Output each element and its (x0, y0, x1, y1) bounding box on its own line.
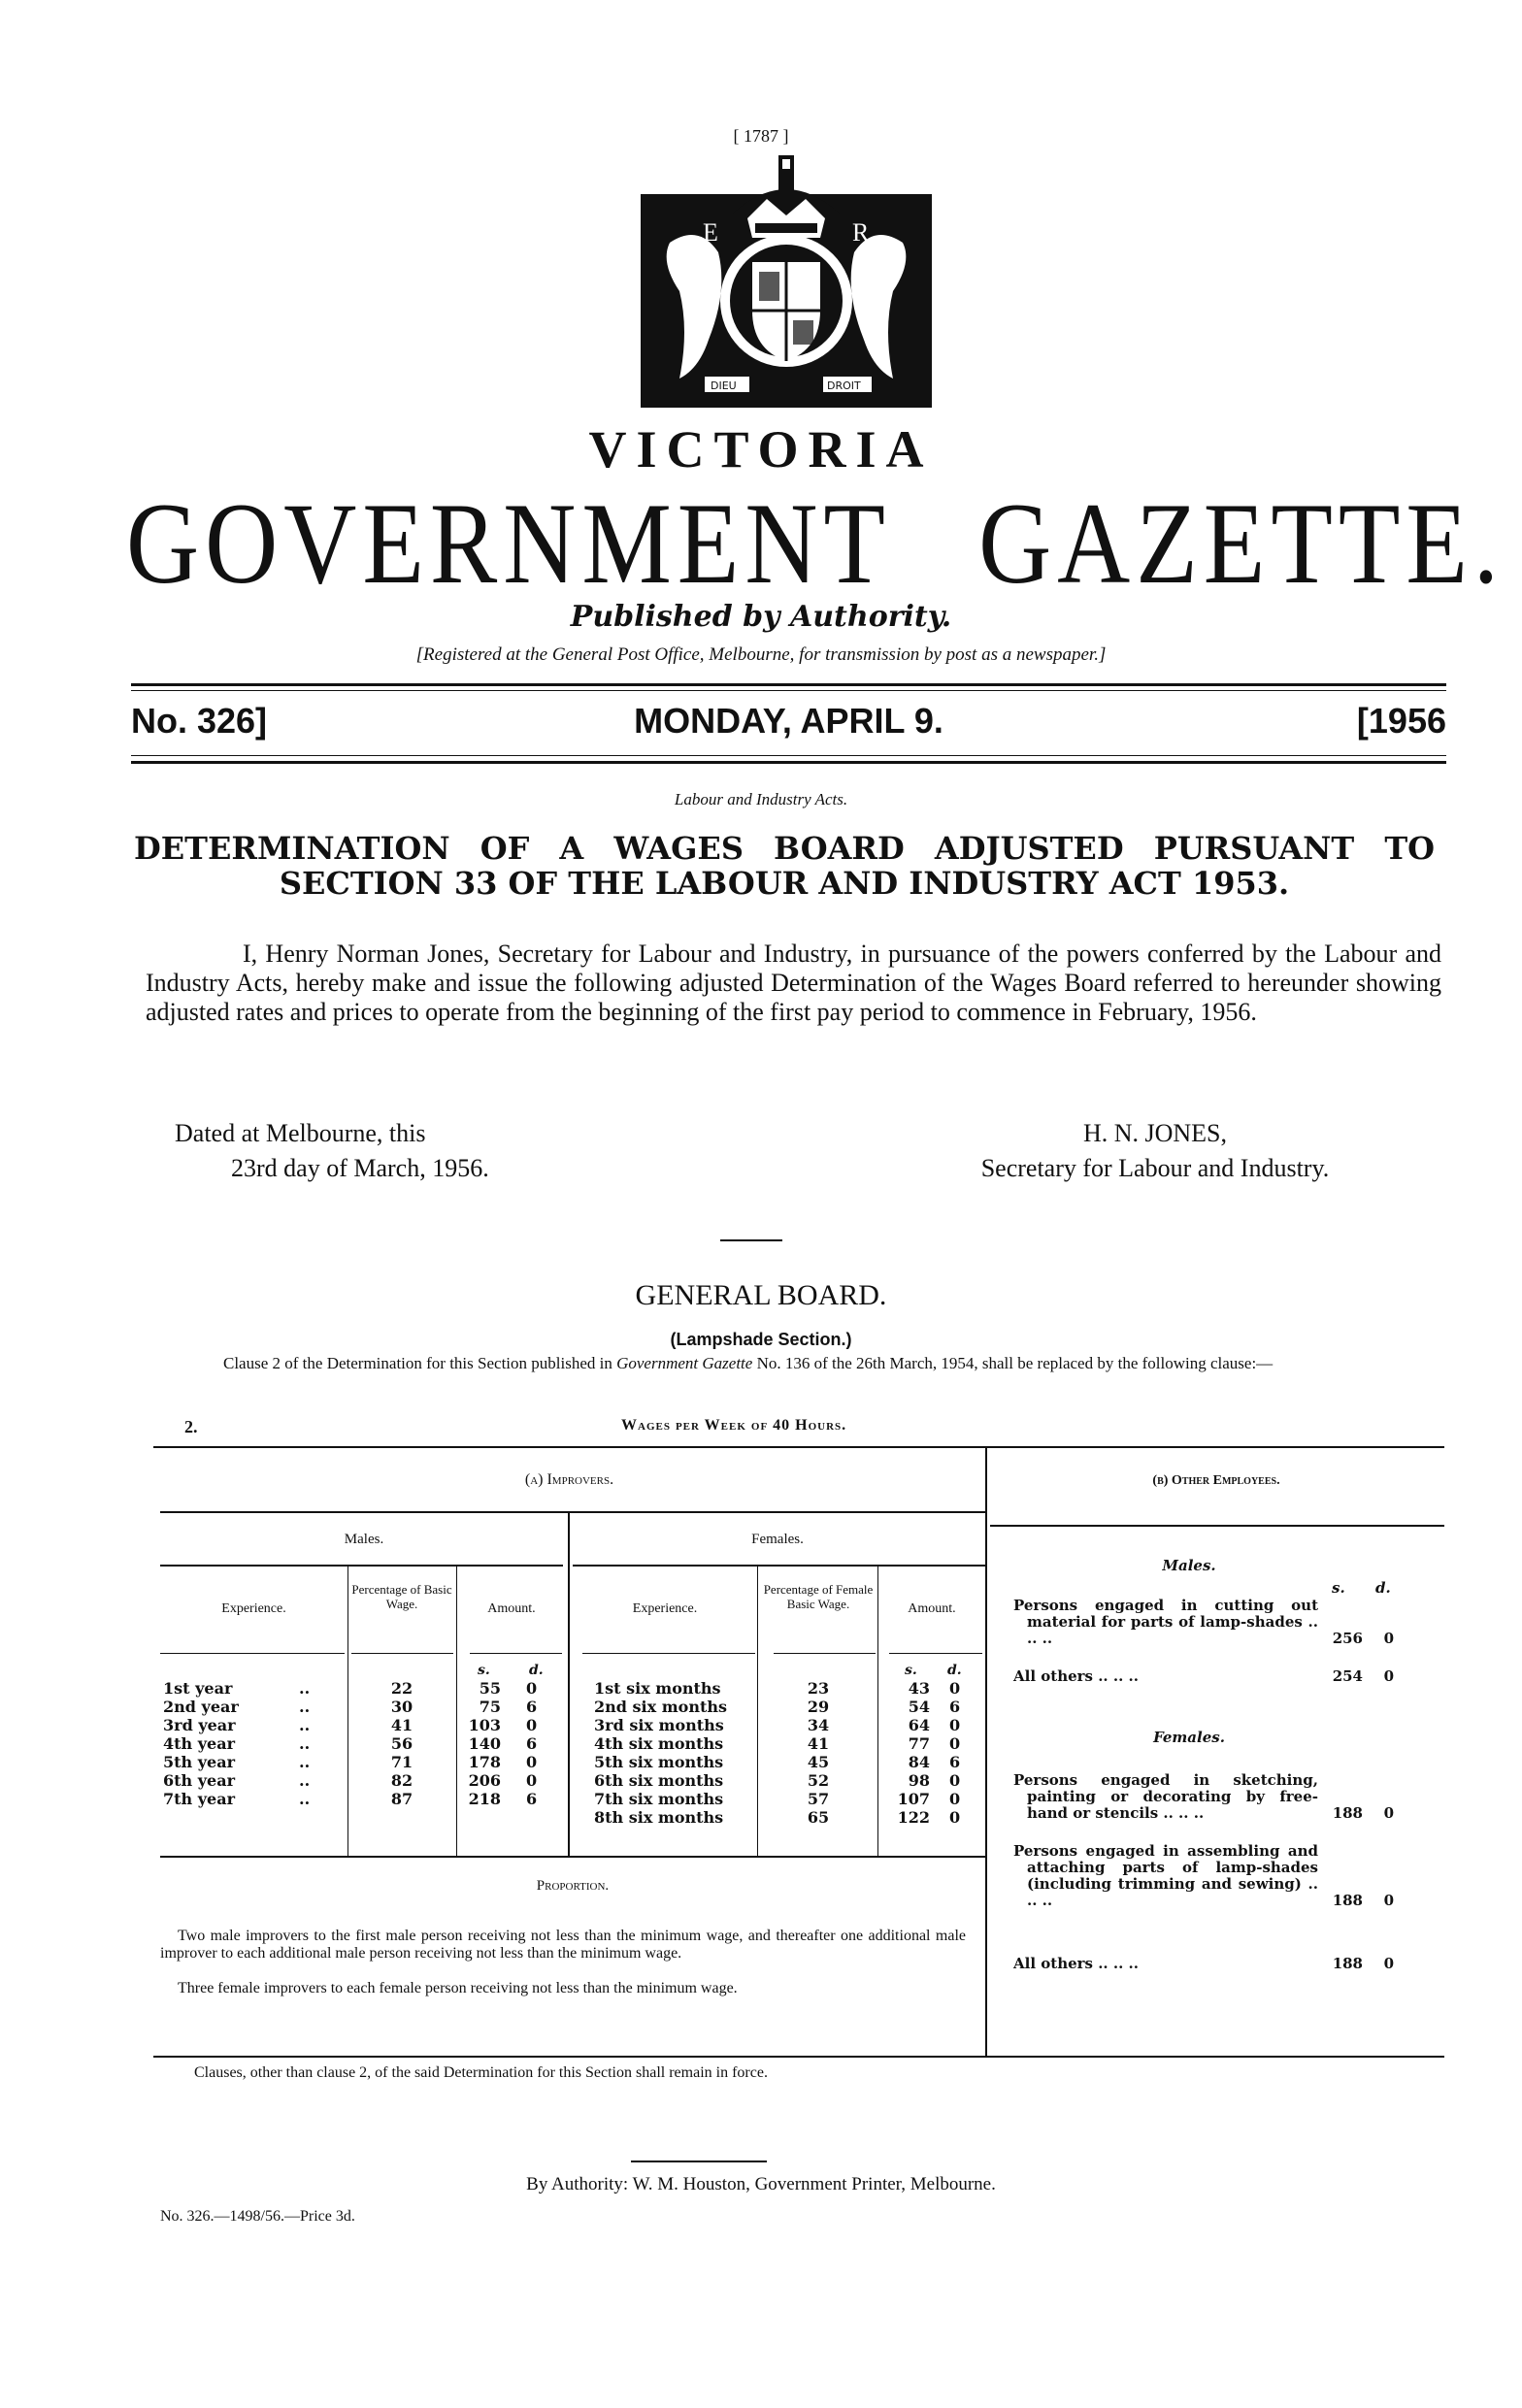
female-col-experience: Experience. (632, 1601, 698, 1616)
percentage: 41 (390, 1716, 414, 1734)
amount-pence: 0 (949, 1808, 961, 1827)
clause-number: 2. (184, 1417, 198, 1436)
other-females-heading: Females. (1153, 1729, 1225, 1746)
experience: 6th six months (594, 1771, 724, 1790)
description: Persons engaged in cutting out material for parts of lamp-shades .. .. .. (1013, 1597, 1318, 1647)
other-employees-heading: (b) Other Employees. (1152, 1473, 1280, 1488)
signatory-name: H. N. JONES, (1082, 1119, 1228, 1147)
amount-shillings: 256 (1332, 1630, 1363, 1647)
amount-pence: 0 (1383, 1804, 1394, 1822)
other-employee-item (1013, 1598, 1440, 1647)
experience: 6th year (163, 1771, 235, 1790)
amount-shillings: 77 (908, 1734, 930, 1753)
percentage: 22 (390, 1679, 414, 1698)
amount-shillings: 178 (468, 1753, 501, 1771)
experience: 4th six months (594, 1734, 724, 1753)
percentage: 56 (390, 1734, 414, 1753)
percentage: 57 (807, 1790, 830, 1808)
table-divider-a-b (985, 1446, 987, 2058)
proportion-top-rule (160, 1856, 985, 1858)
description: All others .. .. .. (1013, 1955, 1139, 1972)
amount-shillings: 43 (908, 1679, 930, 1698)
male-unit-shillings: s. (478, 1663, 490, 1678)
amount-pence: 0 (526, 1716, 538, 1734)
experience: 5th six months (594, 1753, 724, 1771)
male-col-amount: Amount. (487, 1601, 536, 1616)
female-header-rule-3 (889, 1653, 982, 1654)
table-top-rule (153, 1446, 1444, 1448)
issue-number: No. 326] (131, 701, 268, 741)
female-improver-row (573, 1771, 984, 1790)
description: All others .. .. .. (1013, 1667, 1139, 1685)
state-title: VICTORIA (588, 420, 934, 478)
royal-coat-of-arms-icon (641, 155, 932, 408)
amount-pence: 0 (949, 1716, 961, 1734)
crest-letter-r: R (852, 218, 870, 247)
experience: 4th year (163, 1734, 235, 1753)
proportion-female: Three female improvers to each female person receiving not less than the minimum wage. (178, 1980, 738, 1996)
female-improver-row (573, 1679, 984, 1698)
crest-motto-left: DIEU (711, 379, 737, 392)
other-employee-item (1013, 1668, 1440, 1685)
signature-block (893, 1116, 1417, 1186)
females-subheading-rule (573, 1565, 985, 1567)
amount-shillings: 54 (908, 1698, 930, 1716)
leader-dots: .. (299, 1679, 311, 1698)
experience: 3rd six months (594, 1716, 724, 1734)
headline-line-1: DETERMINATION OF A WAGES BOARD ADJUSTED PURSUANT TO (134, 830, 1435, 867)
female-improver-row (573, 1698, 984, 1716)
female-improver-row (573, 1716, 984, 1734)
issue-date: MONDAY, APRIL 9. (634, 701, 943, 741)
masthead-rule-bottom (131, 761, 1446, 764)
amount-pence: 0 (1383, 1667, 1394, 1685)
amount-pence: 6 (949, 1698, 961, 1716)
amount-shillings: 103 (468, 1716, 501, 1734)
experience: 8th six months (594, 1808, 724, 1827)
masthead-rule-top (131, 683, 1446, 686)
leader-dots: .. (299, 1790, 311, 1808)
males-females-divider (568, 1511, 570, 1856)
headline-line-2: SECTION 33 OF THE LABOUR AND INDUSTRY ACT 1953. (279, 865, 1290, 902)
proportion-heading: Proportion. (536, 1878, 610, 1894)
board-title: GENERAL BOARD. (635, 1279, 887, 1311)
crest-motto-right: DROIT (827, 379, 861, 392)
amount-shillings: 188 (1332, 1804, 1363, 1822)
male-header-rule-1 (160, 1653, 345, 1654)
other-unit-shillings: s. (1332, 1579, 1345, 1597)
table-bottom-rule (153, 2056, 1444, 2058)
male-improver-row (163, 1698, 563, 1716)
page-number: [ 1787 ] (733, 126, 789, 146)
proportion-male: Two male improvers to the first male person receiving not less than the minimum wage, and thereafter one additional male improver to each additional male person receiving not less than the minimum wage. (160, 1928, 966, 1962)
amount-pence: 0 (949, 1790, 961, 1808)
male-improver-row (163, 1790, 563, 1808)
male-header-rule-2 (351, 1653, 453, 1654)
description: Persons engaged in assembling and attaching parts of lamp-shades (including trimming and sewing) .. .. .. (1013, 1842, 1318, 1909)
section-divider (720, 1239, 782, 1241)
amount-shillings: 64 (908, 1716, 930, 1734)
determination-headline (134, 831, 1435, 901)
amount-pence: 0 (949, 1771, 961, 1790)
experience: 5th year (163, 1753, 235, 1771)
male-improver-row (163, 1679, 563, 1698)
experience: 7th year (163, 1790, 235, 1808)
improvers-heading: (a) Improvers. (524, 1471, 614, 1488)
amount-shillings: 75 (479, 1698, 501, 1716)
amount-shillings: 122 (897, 1808, 930, 1827)
male-unit-pence: d. (529, 1663, 544, 1678)
female-improver-row (573, 1734, 984, 1753)
issue-row (131, 701, 1446, 759)
male-improver-row (163, 1753, 563, 1771)
females-heading: Females. (751, 1532, 804, 1547)
published-by-authority: Published by Authority. (570, 600, 952, 634)
other-males-heading: Males. (1162, 1557, 1216, 1574)
amount-shillings: 107 (897, 1790, 930, 1808)
masthead-rule-top-thin (131, 690, 1446, 691)
amount-pence: 6 (526, 1734, 538, 1753)
percentage: 34 (807, 1716, 830, 1734)
percentage: 45 (807, 1753, 830, 1771)
other-employee-item (1013, 1843, 1440, 1909)
leader-dots: .. (299, 1771, 311, 1790)
wages-heading: Wages per Week of 40 Hours. (621, 1417, 847, 1434)
other-employee-item (1013, 1772, 1440, 1822)
print-number: No. 326.—1498/56.—Price 3d. (160, 2208, 355, 2225)
amount-shillings: 218 (468, 1790, 501, 1808)
female-improver-row (573, 1808, 984, 1827)
description: Persons engaged in sketching, painting or decorating by free-hand or stencils .. .. .. (1013, 1771, 1318, 1822)
males-heading: Males. (344, 1532, 384, 1547)
dated-line-1: Dated at Melbourne, this (175, 1119, 426, 1147)
clause-intro (160, 1354, 1441, 1373)
male-improver-row (163, 1716, 563, 1734)
males-subheading-rule (160, 1565, 563, 1567)
female-improver-row (573, 1790, 984, 1808)
amount-shillings: 55 (479, 1679, 501, 1698)
female-header-rule-2 (774, 1653, 876, 1654)
female-unit-pence: d. (947, 1663, 962, 1678)
amount-pence: 6 (526, 1698, 538, 1716)
footer-divider (631, 2161, 767, 2162)
percentage: 82 (390, 1771, 414, 1790)
amount-shillings: 188 (1332, 1955, 1363, 1972)
female-col-amount: Amount. (908, 1601, 956, 1616)
amount-shillings: 98 (908, 1771, 930, 1790)
female-unit-shillings: s. (905, 1663, 917, 1678)
amount-pence: 0 (949, 1679, 961, 1698)
percentage: 30 (390, 1698, 414, 1716)
notice-body: I, Henry Norman Jones, Secretary for Labour and Industry, in pursuance of the powers conferred by the Labour and Industry Acts, hereby make and issue the following adjusted Determination of the Wages Board referred to hereunder showing adjusted rates and prices to operate from the beginning of the first pay period to commence in February, 1956. (146, 940, 1441, 1026)
leader-dots: .. (299, 1698, 311, 1716)
experience: 3rd year (163, 1716, 236, 1734)
experience: 7th six months (594, 1790, 724, 1808)
clause-intro-text-a: Clause 2 of the Determination for this Section published in (223, 1354, 617, 1372)
amount-shillings: 206 (468, 1771, 501, 1790)
issue-year: [1956 (1356, 701, 1446, 741)
gazette-title: GOVERNMENT GAZETTE. (126, 479, 1505, 609)
amount-pence: 6 (949, 1753, 961, 1771)
amount-pence: 0 (1383, 1630, 1394, 1647)
amount-pence: 6 (526, 1790, 538, 1808)
female-col-percentage: Percentage of Female Basic Wage. (763, 1582, 874, 1611)
amount-pence: 0 (526, 1753, 538, 1771)
percentage: 52 (807, 1771, 830, 1790)
female-header-rule-1 (582, 1653, 755, 1654)
amount-pence: 0 (526, 1771, 538, 1790)
female-improver-row (573, 1753, 984, 1771)
amount-pence: 0 (949, 1734, 961, 1753)
percentage: 87 (390, 1790, 414, 1808)
signatory-title: Secretary for Labour and Industry. (980, 1154, 1330, 1182)
registered-note: [Registered at the General Post Office, Melbourne, for transmission by post as a newspaper.] (415, 644, 1107, 665)
amount-pence: 0 (1383, 1955, 1394, 1972)
improvers-heading-rule (160, 1511, 985, 1513)
amount-pence: 0 (1383, 1892, 1394, 1909)
male-col-experience: Experience. (221, 1601, 286, 1616)
other-unit-pence: d. (1375, 1579, 1391, 1597)
crest-letter-e: E (703, 218, 718, 247)
amount-shillings: 188 (1332, 1892, 1363, 1909)
amount-shillings: 254 (1332, 1667, 1363, 1685)
clauses-note: Clauses, other than clause 2, of the said Determination for this Section shall remain in force. (194, 2064, 768, 2081)
percentage: 29 (807, 1698, 830, 1716)
masthead-rule-bottom-thin (131, 755, 1446, 756)
other-males-list (1013, 1598, 1440, 1685)
amount-pence: 0 (526, 1679, 538, 1698)
acts-heading: Labour and Industry Acts. (674, 790, 848, 808)
leader-dots: .. (299, 1753, 311, 1771)
experience: 2nd six months (594, 1698, 727, 1716)
leader-dots: .. (299, 1716, 311, 1734)
experience: 1st six months (594, 1679, 721, 1698)
dated-line-2: 23rd day of March, 1956. (231, 1154, 489, 1182)
male-improver-row (163, 1771, 563, 1790)
percentage: 65 (807, 1808, 830, 1827)
amount-shillings: 140 (468, 1734, 501, 1753)
male-improver-row (163, 1734, 563, 1753)
other-employees-heading-rule (990, 1525, 1444, 1527)
clause-intro-text-b: No. 136 of the 26th March, 1954, shall be replaced by the following clause:— (752, 1354, 1274, 1372)
other-employee-item (1013, 1956, 1440, 1972)
percentage: 23 (807, 1679, 830, 1698)
female-improvers-table (573, 1679, 984, 1827)
leader-dots: .. (299, 1734, 311, 1753)
experience: 1st year (163, 1679, 233, 1698)
amount-shillings: 84 (908, 1753, 930, 1771)
percentage: 71 (390, 1753, 414, 1771)
other-females-list (1013, 1772, 1440, 1972)
clause-intro-gazette: Government Gazette (616, 1354, 753, 1372)
male-col-percentage: Percentage of Basic Wage. (351, 1582, 452, 1611)
percentage: 41 (807, 1734, 830, 1753)
authority-line: By Authority: W. M. Houston, Government Printer, Melbourne. (526, 2174, 996, 2194)
male-improvers-table (163, 1679, 563, 1808)
board-section: (Lampshade Section.) (670, 1330, 852, 1349)
dated-block (175, 1116, 489, 1186)
experience: 2nd year (163, 1698, 239, 1716)
male-header-rule-3 (470, 1653, 562, 1654)
